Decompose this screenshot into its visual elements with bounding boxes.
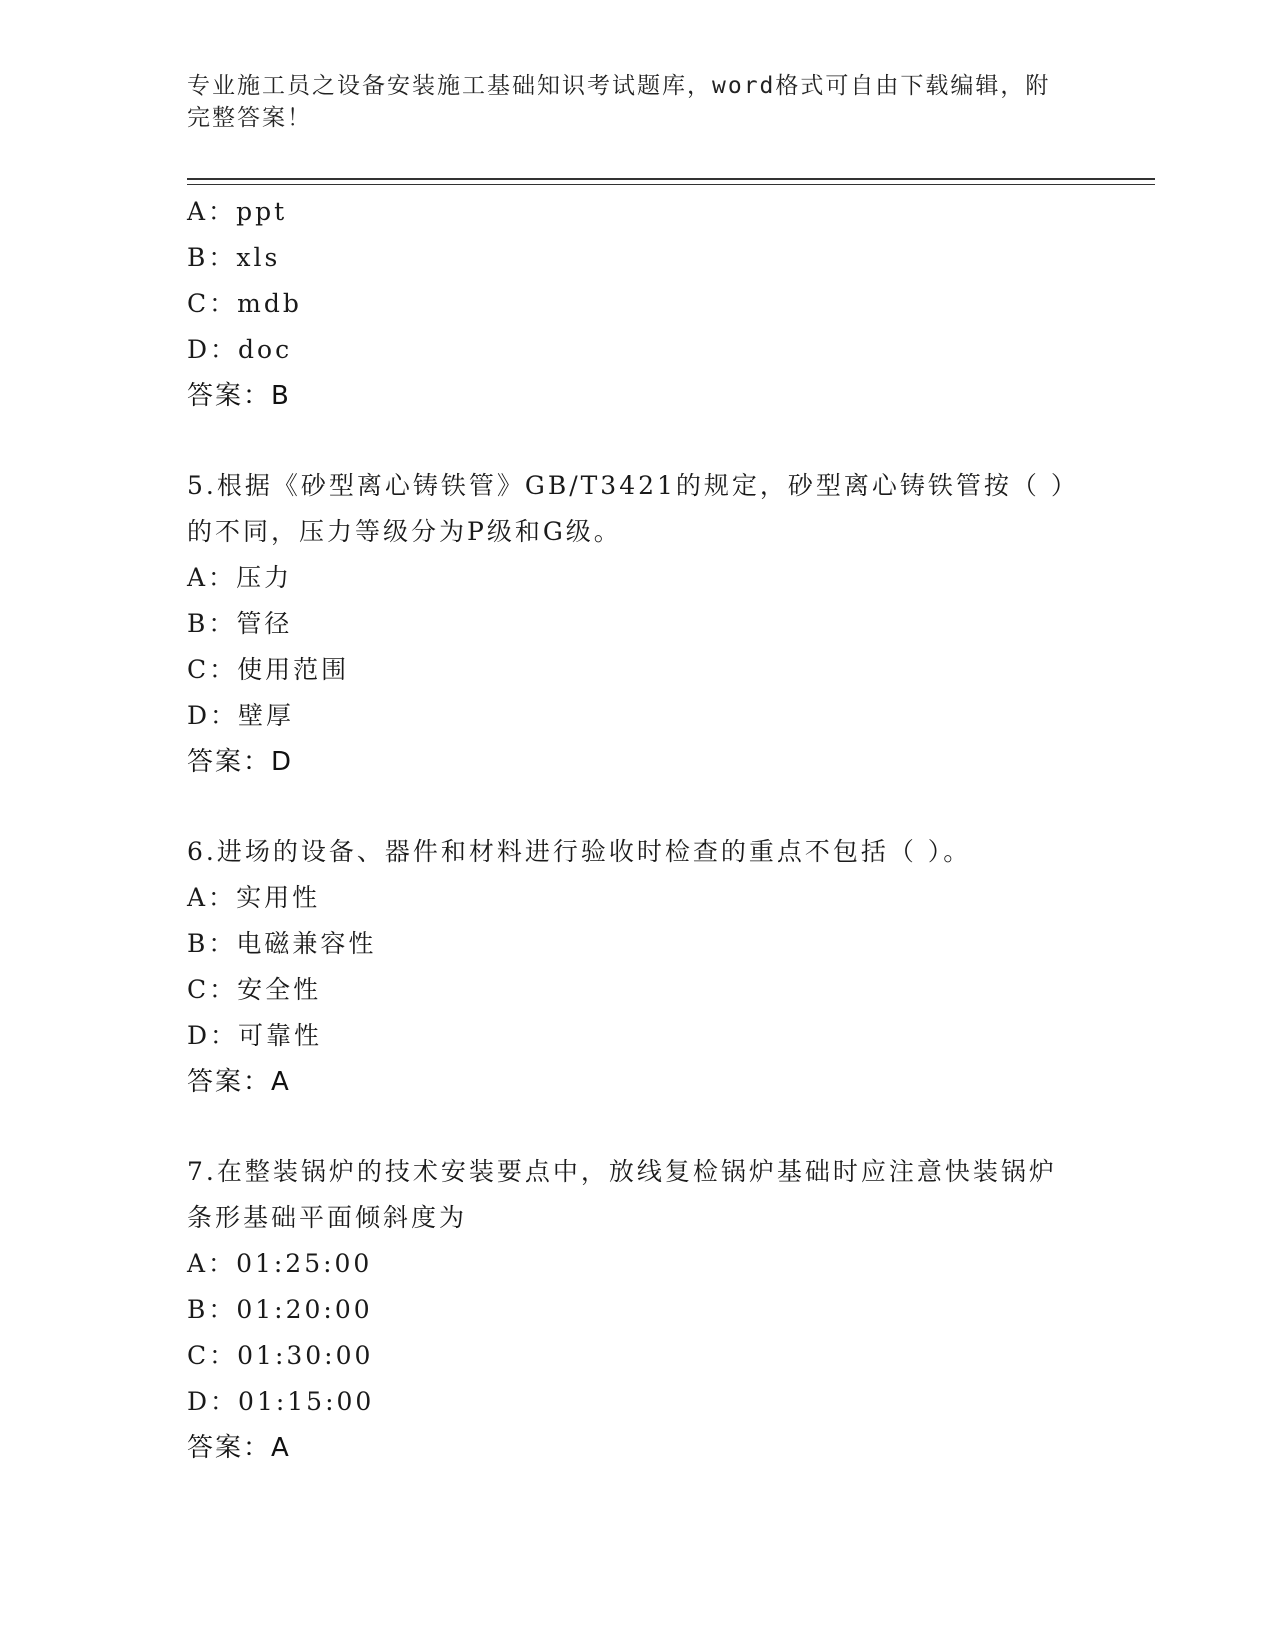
option-a: A：ppt — [187, 197, 288, 226]
option-a: A：压力 — [187, 563, 293, 592]
option-b: B：电磁兼容性 — [187, 929, 377, 958]
option-a: A：实用性 — [187, 883, 321, 912]
option-c: C：使用范围 — [187, 655, 350, 684]
answer-line: 答案：A — [187, 1067, 291, 1097]
option-b: B：xls — [187, 243, 281, 272]
option-d: D：可靠性 — [187, 1021, 323, 1050]
document-header: 专业施工员之设备安装施工基础知识考试题库，word格式可自由下载编辑，附完整答案！ — [187, 73, 1051, 131]
header-divider — [187, 178, 1155, 185]
question-block — [187, 463, 1087, 785]
answer-line: 答案：A — [187, 1433, 291, 1463]
option-d: D：壁厚 — [187, 701, 295, 730]
question-block — [187, 829, 1087, 1105]
question-block — [187, 1149, 1087, 1471]
answer-line: 答案：D — [187, 747, 294, 777]
option-c: C：mdb — [187, 289, 302, 318]
question-list — [187, 189, 1087, 1471]
option-d: D：doc — [187, 335, 293, 364]
question-block — [187, 189, 1087, 419]
question-text: 5.根据《砂型离心铸铁管》GB/T3421的规定，砂型离心铸铁管按（ ）的不同，压力等级分为P级和G级。 — [187, 471, 1067, 546]
option-c: C：安全性 — [187, 975, 322, 1004]
option-b: B：01:20:00 — [187, 1295, 373, 1324]
answer-line: 答案：B — [187, 381, 291, 411]
question-text: 7.在整装锅炉的技术安装要点中，放线复检锅炉基础时应注意快装锅炉条形基础平面倾斜度为 — [187, 1157, 1057, 1232]
question-text: 6.进场的设备、器件和材料进行验收时检查的重点不包括（ ）。 — [187, 837, 972, 866]
option-b: B：管径 — [187, 609, 293, 638]
option-c: C：01:30:00 — [187, 1341, 374, 1370]
option-d: D：01:15:00 — [187, 1387, 375, 1416]
option-a: A：01:25:00 — [187, 1249, 373, 1278]
